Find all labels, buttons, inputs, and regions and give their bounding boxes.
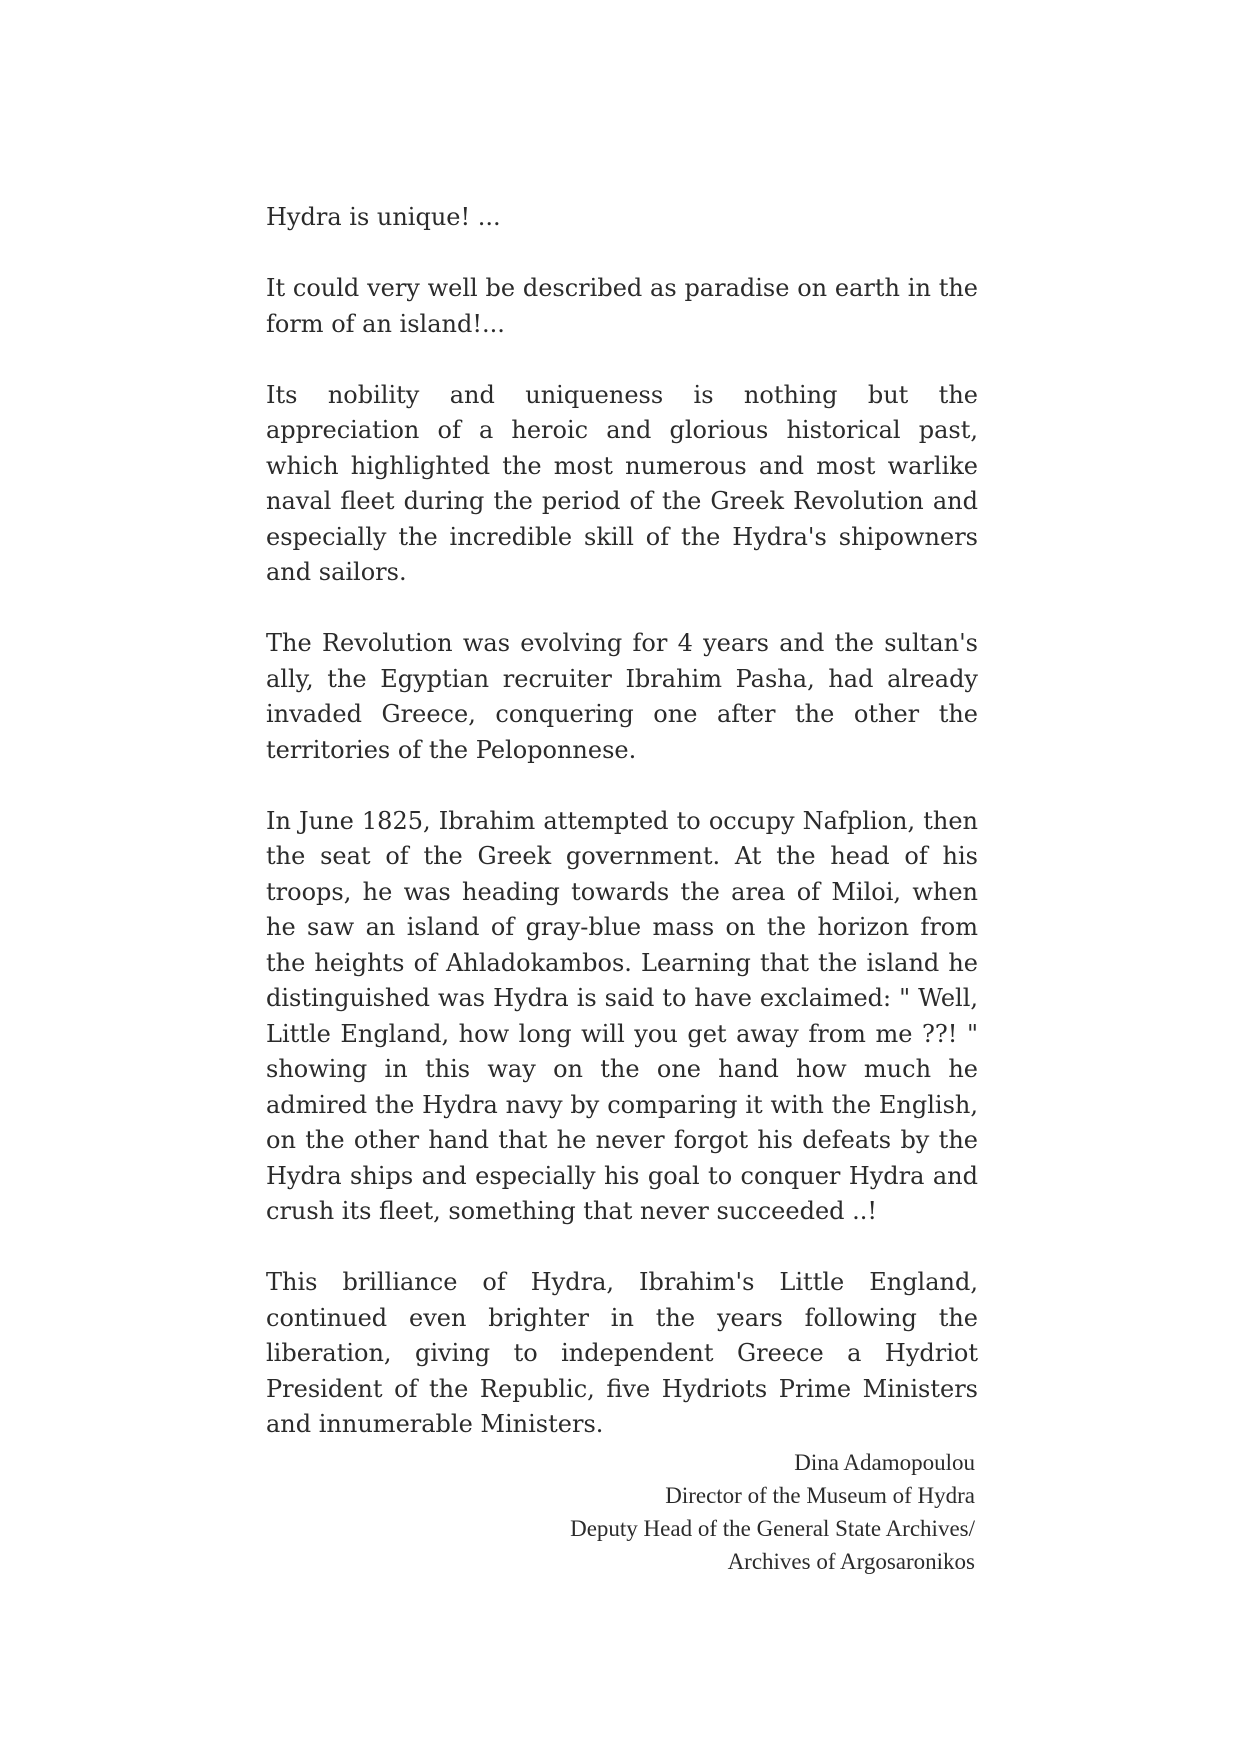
signature-title-archives: Archives of Argosaronikos (727, 1549, 975, 1574)
signature-title-deputy: Deputy Head of the General State Archives/ (570, 1516, 975, 1541)
signature-block (375, 1446, 975, 1578)
signature-name: Dina Adamopoulou (794, 1450, 975, 1475)
paragraph-nobility: Its nobility and uniqueness is nothing but the appreciation of a heroic and glorious historical past, which highlighted the most numerous and most warlike naval fleet during the period of the Greek Revolution and especially the incredible skill of the Hydra's shipowners and sailors. (266, 380, 978, 586)
paragraph-ibrahim: In June 1825, Ibrahim attempted to occupy Nafplion, then the seat of the Greek government. At the head of his troops, he was heading towards the area of Miloi, when he saw an island of gray-blue mass on the horizon from the heights of Ahladokambos. Learning that the island he distinguished was Hydra is said to have exclaimed: " Well, Little England, how long will you get away from me ??! " showing in this way on the one hand how much he admired the Hydra navy by comparing it with the English, on the other hand that he never forgot his defeats by the Hydra ships and especially his goal to conquer Hydra and crush its fleet, something that never succeeded ..! (266, 806, 978, 1225)
paragraph-paradise: It could very well be described as paradise on earth in the form of an island!... (266, 274, 978, 338)
document-body (266, 200, 978, 1443)
paragraph-revolution: The Revolution was evolving for 4 years and the sultan's ally, the Egyptian recruiter Ibrahim Pasha, had already invaded Greece, conquering one after the other the territories of the Peloponnese. (266, 629, 978, 764)
paragraph-intro: Hydra is unique! ... (266, 203, 501, 231)
signature-title-director: Director of the Museum of Hydra (665, 1483, 975, 1508)
paragraph-brilliance: This brilliance of Hydra, Ibrahim's Little England, continued even brighter in the years following the liberation, giving to independent Greece a Hydriot President of the Republic, five Hydriots Prime Ministers and innumerable Ministers. (266, 1268, 978, 1438)
